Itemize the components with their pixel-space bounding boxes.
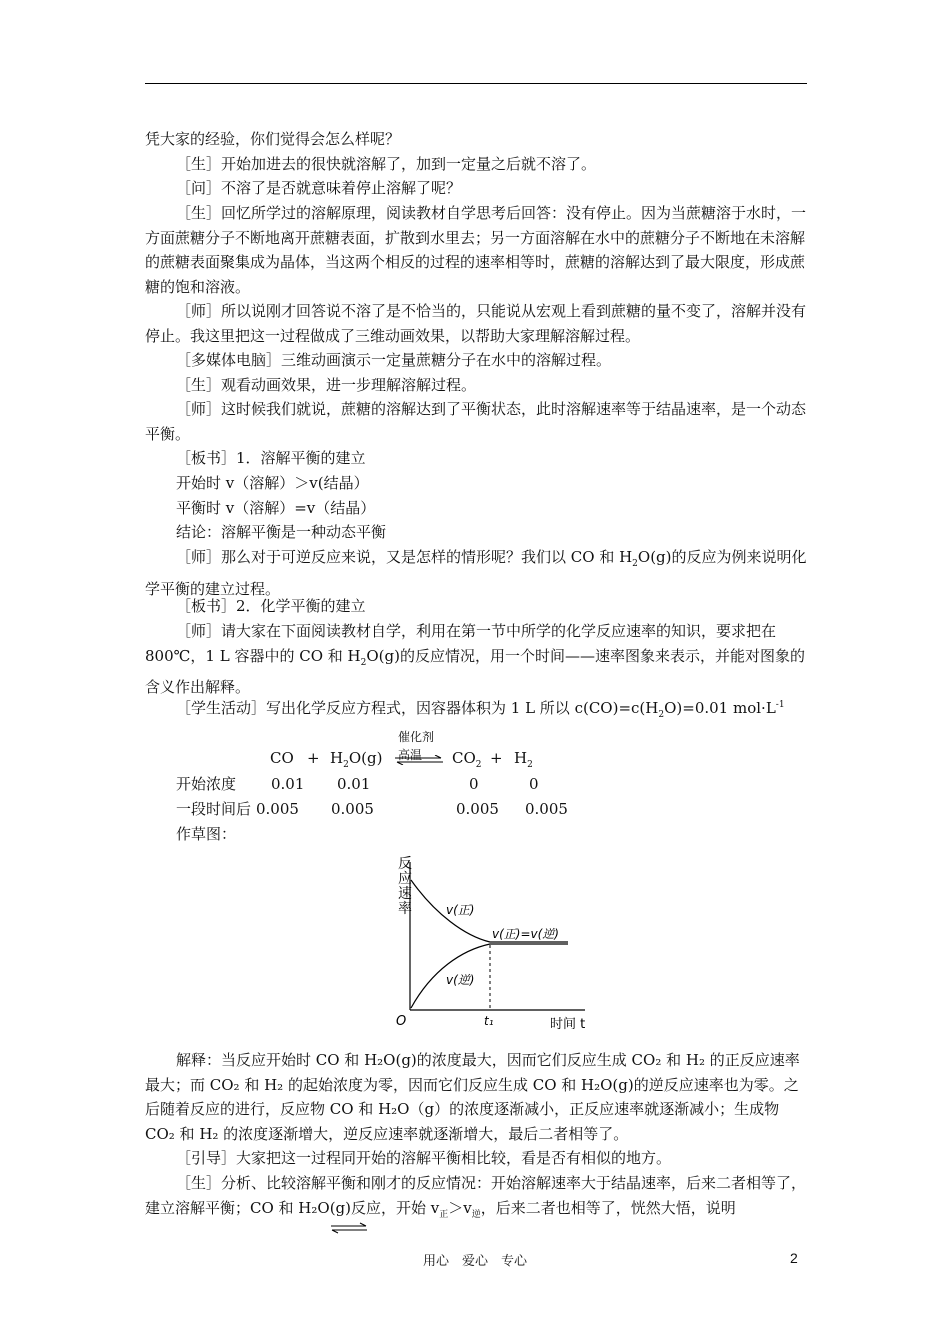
catalyst-label: 催化剂 [398, 730, 435, 744]
x-axis-label: 时间 t [550, 1017, 586, 1032]
y-axis-label-char: 应 [398, 871, 412, 887]
reversible-arrow-icon [393, 755, 445, 765]
row-label: 一段时间后 [176, 800, 252, 818]
table-cell: 0 [529, 775, 539, 793]
page-footer: 用心 爱心 专心 [422, 1254, 527, 1269]
sketch-label: 作草图： [176, 825, 237, 843]
paragraph: ［多媒体电脑］三维动画演示一定量蔗糖分子在水中的溶解过程。 [176, 351, 612, 369]
reversible-arrow-icon [330, 1222, 368, 1234]
rate-time-graph [380, 852, 590, 1038]
reactant-h2o: $H_2O(g)$ [330, 749, 383, 770]
temperature-label: 高温 [398, 748, 423, 762]
plus-sign: + [490, 749, 503, 767]
equal-rate-label: v(正)=v(逆) [492, 927, 559, 941]
t1-label: t₁ [484, 1014, 494, 1028]
paragraph: ［生］分析、比较溶解平衡和刚才的反应情况：开始溶解速率大于结晶速率，后来二者相等了，建立溶解平衡；CO 和 H₂O(g)反应，开始 $v_正>v_逆$，后来二者也相等了，恍然大悟，说明 [145, 1174, 807, 1220]
row-label: 开始浓度 [176, 775, 237, 793]
table-cell: 0.005 [256, 800, 299, 818]
y-axis-label-char: 反 [398, 856, 412, 872]
paragraph: 平衡时 v（溶解）=v（结晶） [176, 499, 376, 517]
paragraph: ［师］这时候我们就说，蔗糖的溶解达到了平衡状态，此时溶解速率等于结晶速率，是一个动态平衡。 [145, 400, 807, 443]
table-cell: 0.01 [271, 775, 305, 793]
paragraph: ［师］所以说刚才回答说不溶了是不恰当的，只能说从宏观上看到蔗糖的量不变了，溶解并没有停止。我这里把这一过程做成了三维动画效果，以帮助大家理解溶解过程。 [145, 302, 807, 345]
explanation-paragraph: 解释：当反应开始时 CO 和 H₂O(g)的浓度最大，因而它们反应生成 CO₂ 和 H₂ 的正反应速率最大；而 CO₂ 和 H₂ 的起始浓度为零，因而它们反应生成 CO 和 H₂O(g)的逆反应速率也为零。之后随着反应的进行，反应物 CO 和 H₂O（g）的浓度逐渐减小，正反应速率就逐渐减小；生成物 CO₂ 和 H₂ 的浓度逐渐增大，逆反应速率就逐渐增大，最后二者相等了。 [145, 1051, 800, 1143]
paragraph: 结论：溶解平衡是一种动态平衡 [176, 523, 387, 541]
page-number: 2 [790, 1250, 798, 1266]
paragraph: 开始时 v（溶解）＞v(结晶） [176, 474, 369, 492]
board-heading: ［板书］2．化学平衡的建立 [176, 597, 366, 615]
product-h2: $H_2$ [514, 749, 533, 770]
y-axis-label-char: 率 [398, 901, 412, 917]
paragraph: ［问］不溶了是否就意味着停止溶解了呢？ [176, 179, 462, 197]
table-cell: 0.005 [456, 800, 499, 818]
paragraph: ［生］观看动画效果，进一步理解溶解过程。 [176, 376, 477, 394]
header-rule [145, 83, 807, 84]
paragraph: ［学生活动］写出化学反应方程式，因容器体积为 1 L 所以 $c(CO)=c(H_2O)=0.01$ $mol\cdot L^{-1}$ [176, 699, 785, 720]
reactant-co: CO [270, 749, 294, 767]
y-axis-label-char: 速 [398, 886, 412, 902]
paragraph: ［师］请大家在下面阅读教材自学，利用在第一节中所学的化学反应速率的知识，要求把在 800℃，1 L 容器中的 CO 和 $H_2O(g)$的反应情况，用一个时间——速率图象来表示，并能对图象的含义作出解释。 [145, 622, 805, 696]
table-cell: 0.01 [337, 775, 371, 793]
guide-paragraph: ［引导］大家把这一过程同开始的溶解平衡相比较，看是否有相似的地方。 [176, 1149, 672, 1167]
table-cell: 0.005 [525, 800, 568, 818]
table-cell: 0 [469, 775, 479, 793]
plus-sign: + [307, 749, 320, 767]
origin-label: O [396, 1014, 407, 1029]
forward-rate-label: v(正) [446, 903, 475, 917]
paragraph: ［生］开始加进去的很快就溶解了，加到一定量之后就不溶了。 [176, 155, 597, 173]
table-cell: 0.005 [331, 800, 374, 818]
paragraph: ［师］那么对于可逆反应来说，又是怎样的情形呢？我们以 CO 和 $H_2O(g)$的反应为例来说明化学平衡的建立过程。 [145, 548, 807, 598]
board-heading: ［板书］1．溶解平衡的建立 [176, 449, 366, 467]
paragraph: 凭大家的经验，你们觉得会怎么样呢？ [145, 130, 401, 148]
product-co2: $CO_2$ [452, 749, 482, 770]
paragraph: ［生］回忆所学过的溶解原理，阅读教材自学思考后回答：没有停止。因为当蔗糖溶于水时，一方面蔗糖分子不断地离开蔗糖表面，扩散到水里去；另一方面溶解在水中的蔗糖分子不断地在未溶解的蔗糖表面聚集成为晶体，当这两个相反的过程的速率相等时，蔗糖的溶解达到了最大限度，形成蔗糖的饱和溶液。 [145, 204, 807, 296]
reverse-rate-label: v(逆) [446, 973, 475, 987]
